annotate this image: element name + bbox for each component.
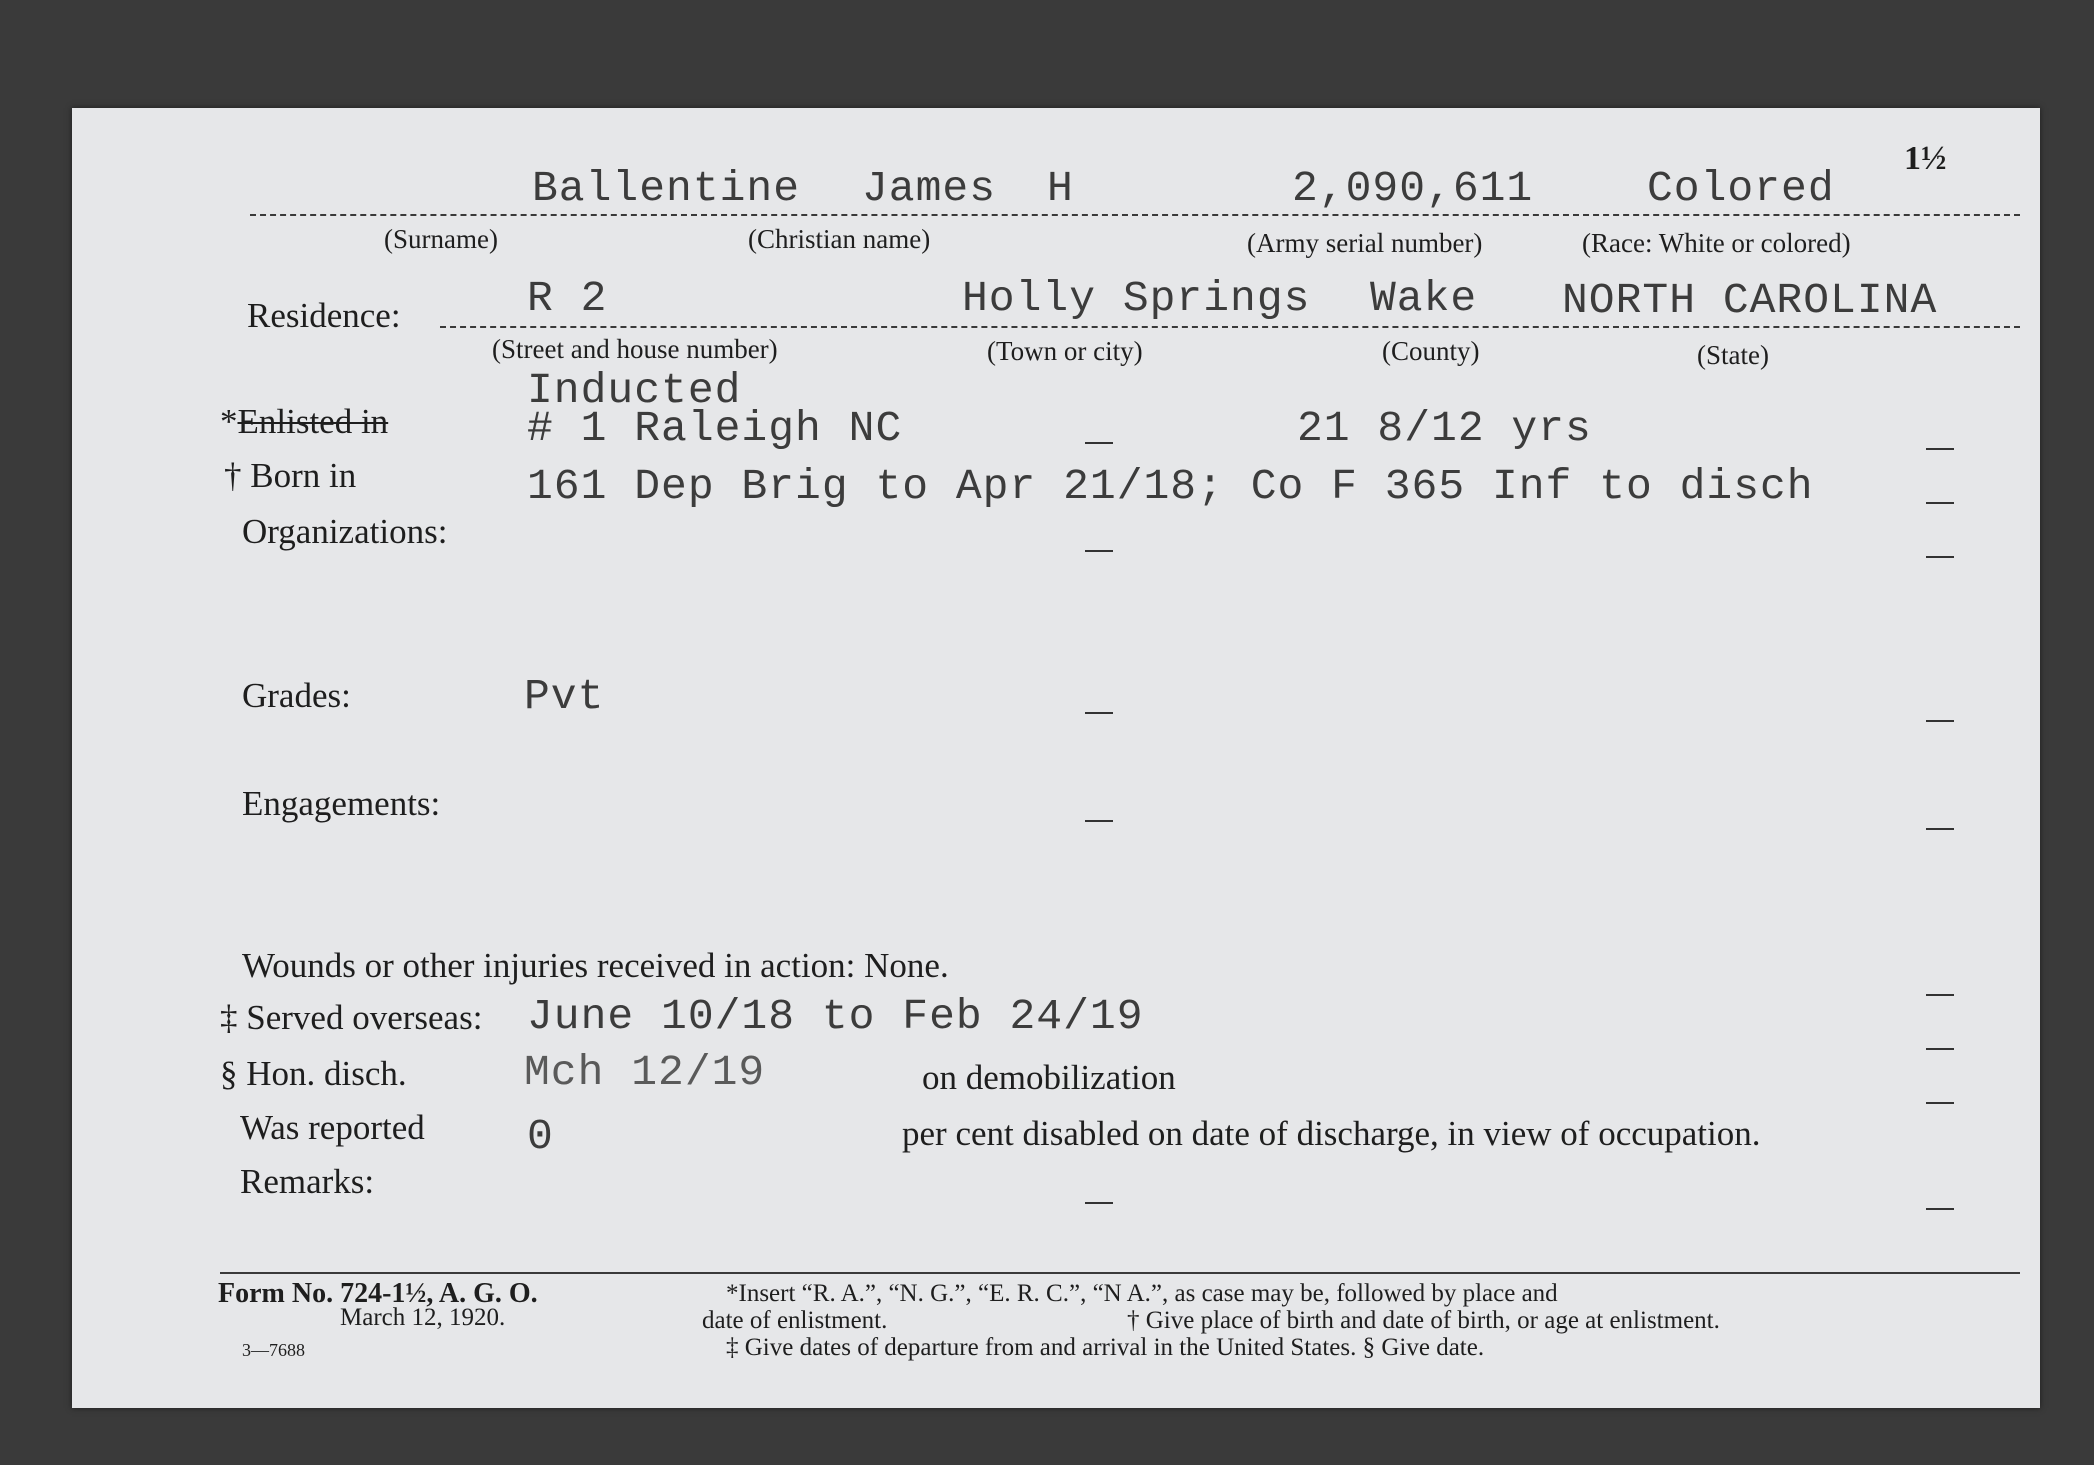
organizations-label: Organizations: [242, 512, 448, 551]
grades-label: Grades: [242, 676, 351, 715]
hon-disch-date: Mch 12/19 [524, 1048, 766, 1097]
organizations-dash [1085, 550, 1113, 552]
form-number: Form No. 724-1½, A. G. O. [218, 1278, 538, 1309]
grades-value: Pvt [524, 672, 605, 721]
surname: Ballentine [532, 164, 801, 213]
form-date: March 12, 1920. [340, 1304, 506, 1331]
reported-text: per cent disabled on date of discharge, in view of occupation. [902, 1114, 1761, 1153]
caption-state: (State) [1697, 340, 1769, 370]
remarks-label: Remarks: [240, 1162, 375, 1201]
residence-street: R 2 [527, 274, 608, 323]
margin-tick [1926, 1102, 1954, 1104]
footnote-enlisted-cont: date of enlistment. [702, 1307, 888, 1334]
engagements-dash [1085, 820, 1113, 822]
enlisted-age: 21 8/12 yrs [1297, 404, 1592, 453]
caption-town: (Town or city) [987, 336, 1143, 366]
engagements-label: Engagements: [242, 784, 441, 823]
caption-county: (County) [1382, 336, 1480, 366]
footnote-enlisted: *Insert “R. A.”, “N. G.”, “E. R. C.”, “N A.”, as case may be, followed by place and [726, 1280, 1558, 1307]
residence-town: Holly Springs [962, 274, 1311, 323]
footnote-born: † Give place of birth and date of birth, or age at enlistment. [1127, 1307, 1720, 1334]
wounds-label: Wounds or other injuries received in action: None. [242, 946, 949, 985]
residence-label: Residence: [247, 296, 401, 335]
race: Colored [1647, 164, 1835, 213]
caption-race: (Race: White or colored) [1582, 228, 1851, 258]
born-label: † Born in [224, 456, 357, 495]
residence-line [440, 326, 2020, 328]
grades-dash [1085, 712, 1113, 714]
margin-tick [1926, 556, 1954, 558]
reported-value: 0 [527, 1112, 554, 1161]
corner-mark: 1½ [1904, 140, 1947, 177]
caption-street: (Street and house number) [492, 334, 778, 364]
enlisted-label: *Enlisted in [220, 402, 389, 441]
enlisted-place: # 1 Raleigh NC [527, 404, 903, 453]
record-card [72, 108, 2040, 1408]
middle-initial: H [1047, 164, 1074, 213]
residence-state: NORTH CAROLINA [1562, 276, 1938, 325]
margin-tick [1926, 1048, 1954, 1050]
footnote-overseas: ‡ Give dates of departure from and arrival in the United States. § Give date. [726, 1334, 1485, 1361]
serial-number: 2,090,611 [1292, 164, 1534, 213]
overseas-label: ‡ Served overseas: [220, 998, 483, 1037]
margin-tick [1926, 994, 1954, 996]
print-code: 3—7688 [242, 1340, 305, 1360]
organizations-value: 161 Dep Brig to Apr 21/18; Co F 365 Inf to disch [527, 462, 1814, 511]
name-line [250, 214, 2020, 216]
margin-tick [1926, 720, 1954, 722]
residence-county: Wake [1370, 274, 1478, 323]
reported-label: Was reported [240, 1108, 425, 1147]
christian-name: James [862, 164, 997, 213]
remarks-dash [1085, 1202, 1113, 1204]
caption-christian: (Christian name) [748, 224, 931, 254]
margin-tick [1926, 828, 1954, 830]
caption-surname: (Surname) [384, 224, 498, 254]
margin-tick [1926, 1208, 1954, 1210]
margin-tick [1926, 502, 1954, 504]
hon-disch-label: § Hon. disch. [220, 1054, 407, 1093]
inducted-note: Inducted [527, 366, 742, 415]
hon-disch-reason: on demobilization [922, 1058, 1176, 1097]
enlisted-dash [1085, 442, 1113, 444]
overseas-value: June 10/18 to Feb 24/19 [527, 992, 1144, 1041]
footer-rule [220, 1272, 2020, 1274]
margin-tick [1926, 448, 1954, 450]
caption-serial: (Army serial number) [1247, 228, 1483, 258]
